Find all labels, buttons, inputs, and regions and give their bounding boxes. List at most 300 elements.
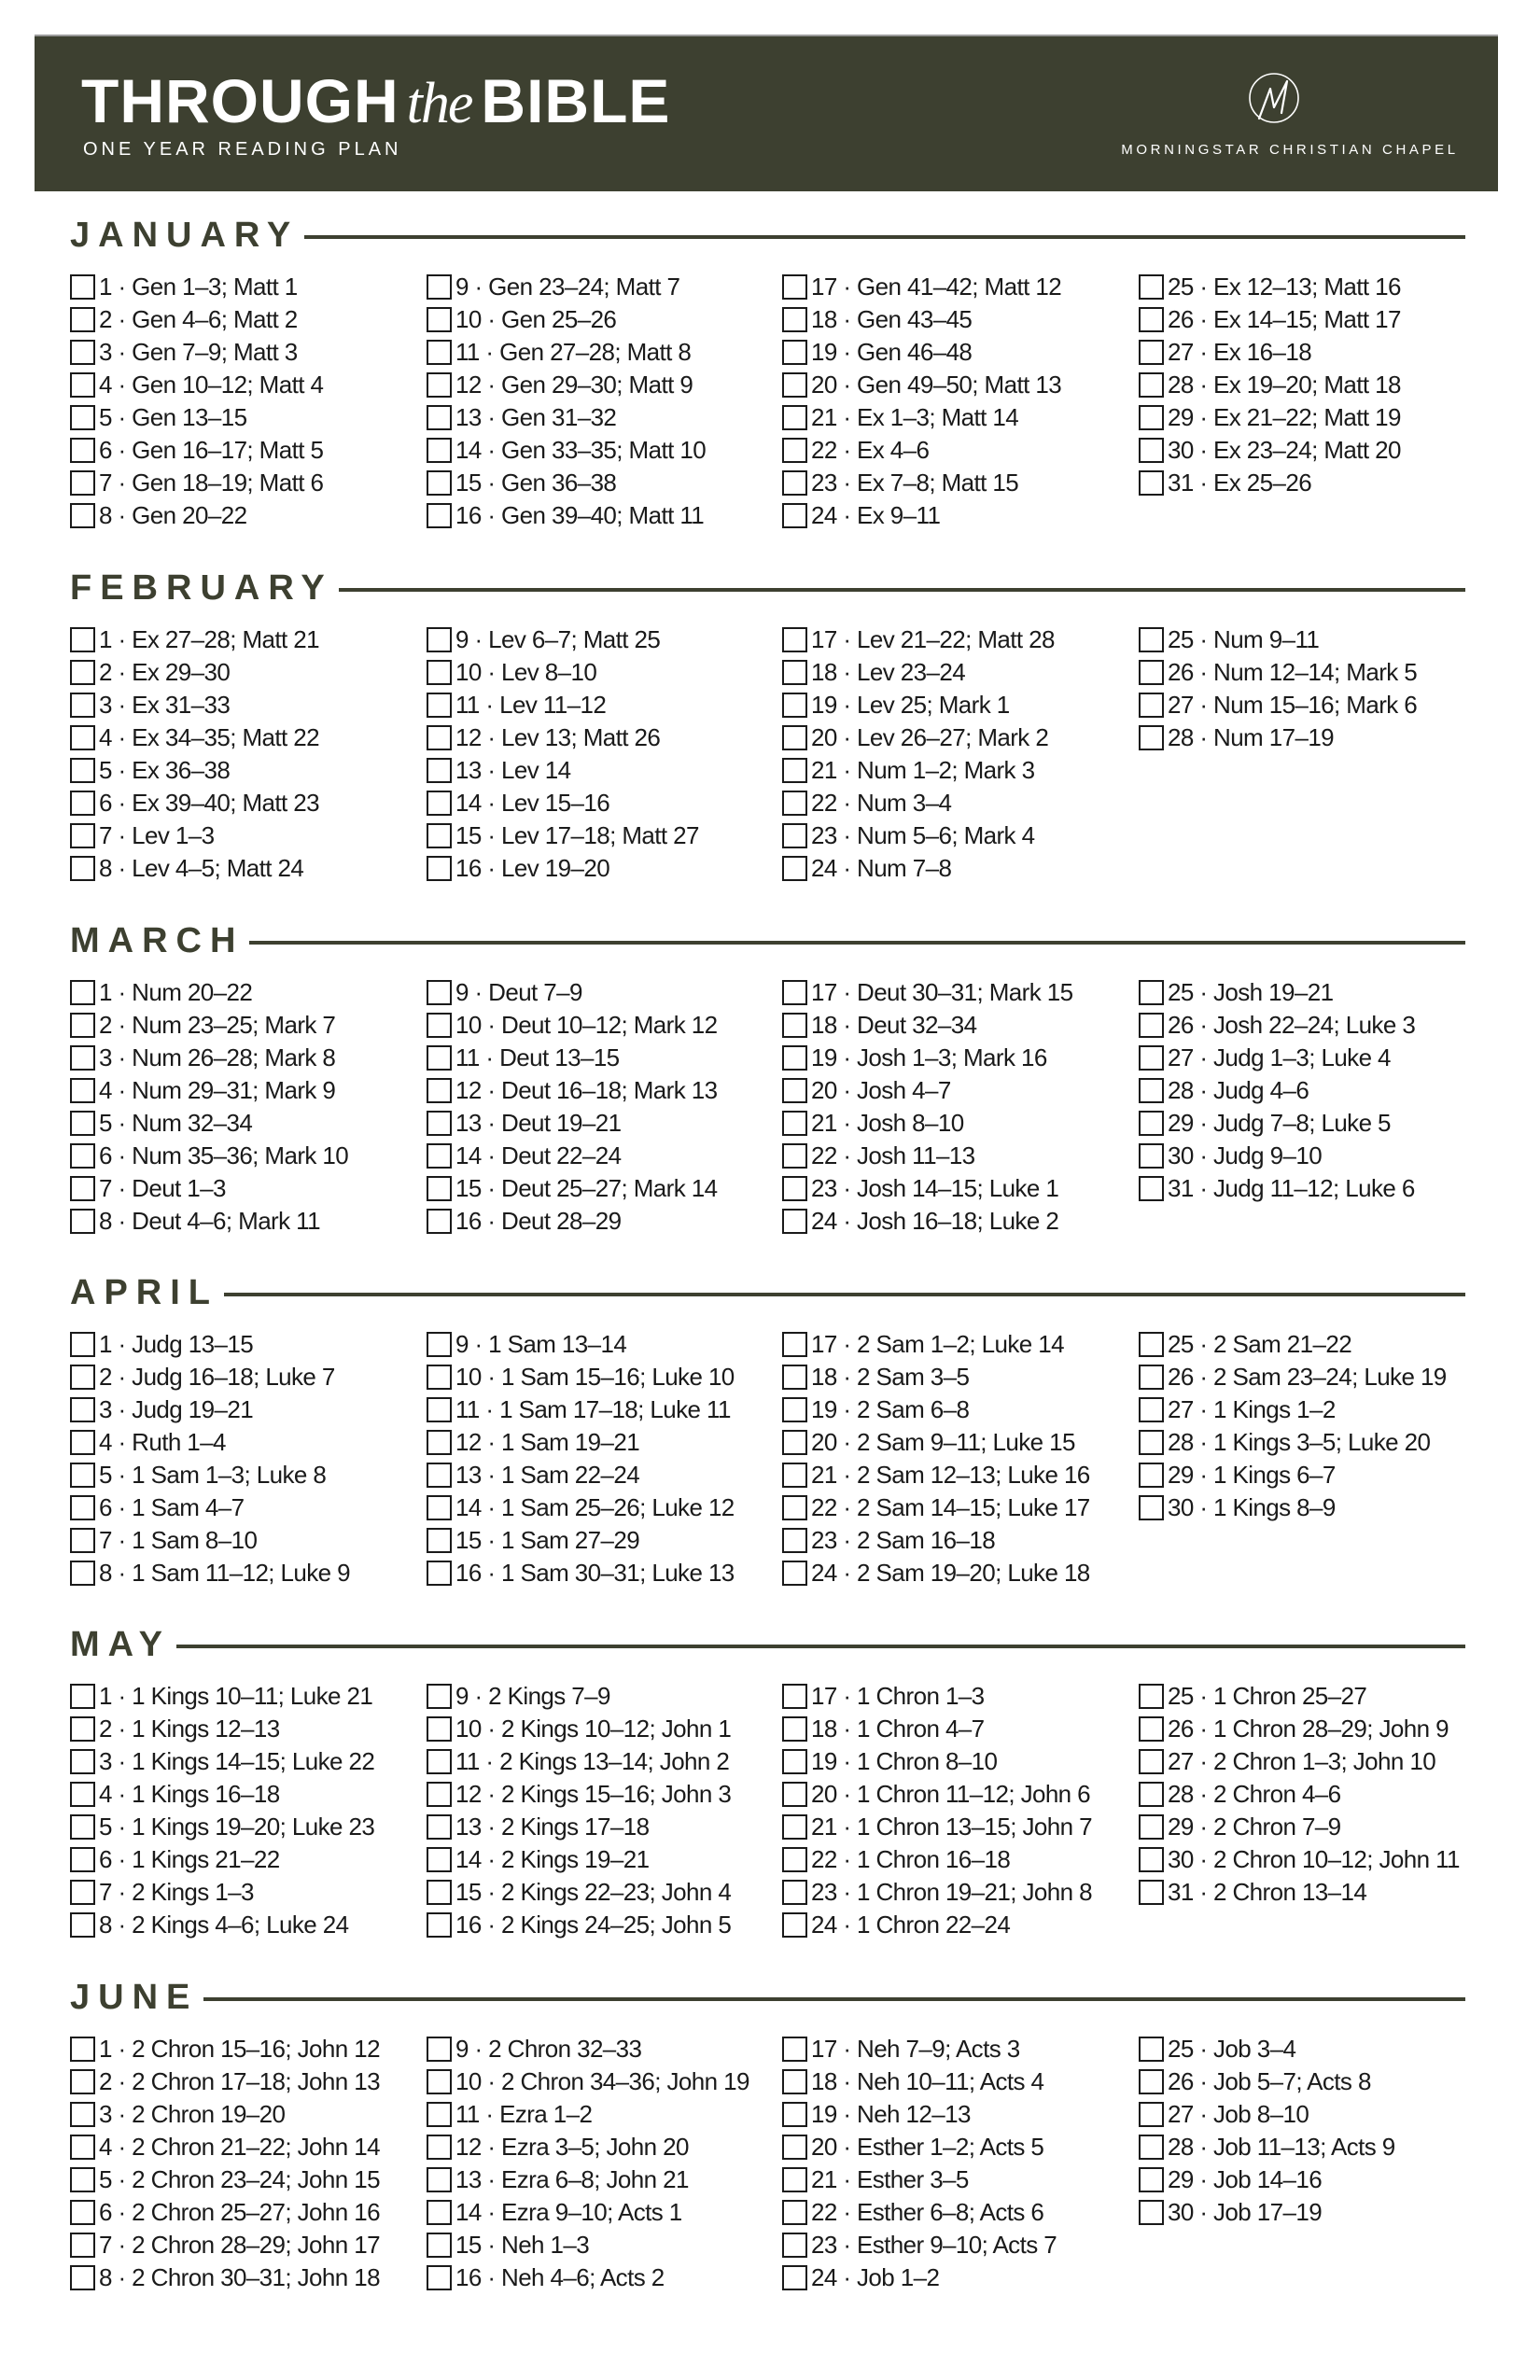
reading-checkbox[interactable] bbox=[1139, 1332, 1164, 1357]
reading-checkbox[interactable] bbox=[427, 791, 452, 816]
reading-item[interactable] bbox=[782, 1140, 1127, 1172]
reading-checkbox[interactable] bbox=[782, 1912, 807, 1938]
reading-checkbox[interactable] bbox=[1139, 660, 1164, 685]
reading-checkbox[interactable] bbox=[782, 1463, 807, 1488]
reading-item[interactable] bbox=[427, 2065, 772, 2098]
reading-item[interactable] bbox=[1139, 2196, 1484, 2229]
reading-item[interactable] bbox=[427, 1328, 772, 1361]
reading-item[interactable] bbox=[427, 467, 772, 499]
reading-item[interactable] bbox=[782, 1491, 1127, 1524]
reading-checkbox[interactable] bbox=[782, 1684, 807, 1709]
reading-item[interactable] bbox=[782, 1876, 1127, 1909]
reading-checkbox[interactable] bbox=[782, 1209, 807, 1234]
reading-checkbox[interactable] bbox=[427, 1782, 452, 1807]
reading-item[interactable] bbox=[70, 2033, 415, 2065]
reading-checkbox[interactable] bbox=[70, 1013, 95, 1038]
reading-checkbox[interactable] bbox=[782, 2069, 807, 2094]
reading-checkbox[interactable] bbox=[782, 1880, 807, 1905]
reading-checkbox[interactable] bbox=[782, 1749, 807, 1774]
reading-checkbox[interactable] bbox=[1139, 1111, 1164, 1136]
reading-item[interactable] bbox=[782, 2196, 1127, 2229]
reading-checkbox[interactable] bbox=[782, 1528, 807, 1553]
reading-checkbox[interactable] bbox=[782, 503, 807, 528]
reading-item[interactable] bbox=[782, 467, 1127, 499]
reading-item[interactable] bbox=[427, 1107, 772, 1140]
reading-checkbox[interactable] bbox=[782, 1078, 807, 1103]
reading-checkbox[interactable] bbox=[70, 1463, 95, 1488]
reading-item[interactable] bbox=[1139, 1713, 1484, 1745]
reading-item[interactable] bbox=[1139, 689, 1484, 721]
reading-item[interactable] bbox=[1139, 369, 1484, 401]
reading-item[interactable] bbox=[70, 1426, 415, 1459]
reading-checkbox[interactable] bbox=[782, 1495, 807, 1520]
reading-item[interactable] bbox=[427, 623, 772, 656]
reading-checkbox[interactable] bbox=[782, 1716, 807, 1742]
reading-checkbox[interactable] bbox=[70, 1397, 95, 1422]
reading-item[interactable] bbox=[1139, 656, 1484, 689]
reading-checkbox[interactable] bbox=[1139, 470, 1164, 496]
reading-item[interactable] bbox=[782, 369, 1127, 401]
reading-checkbox[interactable] bbox=[427, 980, 452, 1005]
reading-item[interactable] bbox=[70, 1328, 415, 1361]
reading-checkbox[interactable] bbox=[70, 1332, 95, 1357]
reading-checkbox[interactable] bbox=[1139, 1684, 1164, 1709]
reading-item[interactable] bbox=[782, 754, 1127, 787]
reading-item[interactable] bbox=[70, 2196, 415, 2229]
reading-item[interactable] bbox=[782, 1680, 1127, 1713]
reading-checkbox[interactable] bbox=[427, 1912, 452, 1938]
reading-checkbox[interactable] bbox=[782, 1814, 807, 1840]
reading-checkbox[interactable] bbox=[70, 1684, 95, 1709]
reading-checkbox[interactable] bbox=[427, 725, 452, 750]
reading-checkbox[interactable] bbox=[70, 2167, 95, 2192]
reading-item[interactable] bbox=[70, 2261, 415, 2294]
reading-item[interactable] bbox=[427, 754, 772, 787]
reading-checkbox[interactable] bbox=[70, 2265, 95, 2290]
reading-item[interactable] bbox=[782, 2098, 1127, 2131]
reading-checkbox[interactable] bbox=[70, 1847, 95, 1872]
reading-checkbox[interactable] bbox=[427, 1143, 452, 1169]
reading-item[interactable] bbox=[427, 2033, 772, 2065]
reading-item[interactable] bbox=[427, 434, 772, 467]
reading-item[interactable] bbox=[1139, 1009, 1484, 1042]
reading-checkbox[interactable] bbox=[427, 1397, 452, 1422]
reading-item[interactable] bbox=[1139, 1361, 1484, 1393]
reading-checkbox[interactable] bbox=[427, 823, 452, 848]
reading-checkbox[interactable] bbox=[70, 405, 95, 430]
reading-checkbox[interactable] bbox=[1139, 438, 1164, 463]
reading-checkbox[interactable] bbox=[70, 1528, 95, 1553]
reading-item[interactable] bbox=[70, 1172, 415, 1205]
reading-checkbox[interactable] bbox=[427, 1013, 452, 1038]
reading-checkbox[interactable] bbox=[782, 823, 807, 848]
reading-checkbox[interactable] bbox=[427, 2069, 452, 2094]
reading-item[interactable] bbox=[782, 1843, 1127, 1876]
reading-checkbox[interactable] bbox=[782, 1332, 807, 1357]
reading-checkbox[interactable] bbox=[70, 1143, 95, 1169]
reading-item[interactable] bbox=[782, 1426, 1127, 1459]
reading-item[interactable] bbox=[70, 721, 415, 754]
reading-checkbox[interactable] bbox=[427, 627, 452, 652]
reading-checkbox[interactable] bbox=[70, 1561, 95, 1586]
reading-checkbox[interactable] bbox=[1139, 2037, 1164, 2062]
reading-checkbox[interactable] bbox=[427, 438, 452, 463]
reading-item[interactable] bbox=[427, 656, 772, 689]
reading-item[interactable] bbox=[70, 2229, 415, 2261]
reading-item[interactable] bbox=[427, 303, 772, 336]
reading-item[interactable] bbox=[782, 2131, 1127, 2163]
reading-item[interactable] bbox=[782, 1713, 1127, 1745]
reading-item[interactable] bbox=[782, 2163, 1127, 2196]
reading-checkbox[interactable] bbox=[1139, 1397, 1164, 1422]
reading-item[interactable] bbox=[782, 1745, 1127, 1778]
reading-checkbox[interactable] bbox=[427, 405, 452, 430]
reading-checkbox[interactable] bbox=[1139, 1847, 1164, 1872]
reading-checkbox[interactable] bbox=[427, 1528, 452, 1553]
reading-checkbox[interactable] bbox=[427, 2135, 452, 2160]
reading-checkbox[interactable] bbox=[1139, 1430, 1164, 1455]
reading-checkbox[interactable] bbox=[782, 2265, 807, 2290]
reading-item[interactable] bbox=[782, 2033, 1127, 2065]
reading-item[interactable] bbox=[427, 499, 772, 532]
reading-checkbox[interactable] bbox=[427, 1332, 452, 1357]
reading-checkbox[interactable] bbox=[70, 1880, 95, 1905]
reading-item[interactable] bbox=[427, 721, 772, 754]
reading-checkbox[interactable] bbox=[427, 758, 452, 783]
reading-item[interactable] bbox=[427, 2131, 772, 2163]
reading-checkbox[interactable] bbox=[427, 693, 452, 718]
reading-checkbox[interactable] bbox=[1139, 1814, 1164, 1840]
reading-checkbox[interactable] bbox=[782, 1013, 807, 1038]
reading-checkbox[interactable] bbox=[782, 2037, 807, 2062]
reading-item[interactable] bbox=[1139, 434, 1484, 467]
reading-item[interactable] bbox=[70, 369, 415, 401]
reading-item[interactable] bbox=[427, 2163, 772, 2196]
reading-item[interactable] bbox=[782, 1778, 1127, 1811]
reading-item[interactable] bbox=[782, 271, 1127, 303]
reading-item[interactable] bbox=[427, 1876, 772, 1909]
reading-item[interactable] bbox=[70, 689, 415, 721]
reading-checkbox[interactable] bbox=[782, 791, 807, 816]
reading-item[interactable] bbox=[427, 1459, 772, 1491]
reading-item[interactable] bbox=[427, 1393, 772, 1426]
reading-checkbox[interactable] bbox=[1139, 1143, 1164, 1169]
reading-checkbox[interactable] bbox=[427, 1847, 452, 1872]
reading-checkbox[interactable] bbox=[427, 2265, 452, 2290]
reading-checkbox[interactable] bbox=[70, 2233, 95, 2258]
reading-checkbox[interactable] bbox=[1139, 1463, 1164, 1488]
reading-item[interactable] bbox=[1139, 1426, 1484, 1459]
reading-item[interactable] bbox=[782, 656, 1127, 689]
reading-item[interactable] bbox=[427, 1172, 772, 1205]
reading-item[interactable] bbox=[782, 1172, 1127, 1205]
reading-item[interactable] bbox=[427, 1745, 772, 1778]
reading-checkbox[interactable] bbox=[427, 1561, 452, 1586]
reading-item[interactable] bbox=[70, 2065, 415, 2098]
reading-item[interactable] bbox=[782, 623, 1127, 656]
reading-item[interactable] bbox=[70, 401, 415, 434]
reading-checkbox[interactable] bbox=[70, 1078, 95, 1103]
reading-item[interactable] bbox=[782, 721, 1127, 754]
reading-item[interactable] bbox=[427, 2229, 772, 2261]
reading-checkbox[interactable] bbox=[1139, 2200, 1164, 2225]
reading-checkbox[interactable] bbox=[782, 1176, 807, 1201]
reading-checkbox[interactable] bbox=[70, 1782, 95, 1807]
reading-checkbox[interactable] bbox=[427, 1880, 452, 1905]
reading-item[interactable] bbox=[427, 1074, 772, 1107]
reading-item[interactable] bbox=[1139, 623, 1484, 656]
reading-checkbox[interactable] bbox=[782, 725, 807, 750]
reading-checkbox[interactable] bbox=[427, 2200, 452, 2225]
reading-item[interactable] bbox=[782, 434, 1127, 467]
reading-item[interactable] bbox=[70, 1205, 415, 1238]
reading-checkbox[interactable] bbox=[427, 1045, 452, 1071]
reading-item[interactable] bbox=[427, 1205, 772, 1238]
reading-checkbox[interactable] bbox=[70, 274, 95, 300]
reading-item[interactable] bbox=[782, 1524, 1127, 1557]
reading-checkbox[interactable] bbox=[70, 627, 95, 652]
reading-item[interactable] bbox=[70, 1074, 415, 1107]
reading-checkbox[interactable] bbox=[782, 1430, 807, 1455]
reading-checkbox[interactable] bbox=[1139, 693, 1164, 718]
reading-item[interactable] bbox=[427, 336, 772, 369]
reading-checkbox[interactable] bbox=[427, 1078, 452, 1103]
reading-checkbox[interactable] bbox=[782, 758, 807, 783]
reading-checkbox[interactable] bbox=[70, 438, 95, 463]
reading-checkbox[interactable] bbox=[1139, 980, 1164, 1005]
reading-item[interactable] bbox=[1139, 1140, 1484, 1172]
reading-item[interactable] bbox=[782, 1459, 1127, 1491]
reading-item[interactable] bbox=[70, 976, 415, 1009]
reading-item[interactable] bbox=[70, 1557, 415, 1589]
reading-checkbox[interactable] bbox=[1139, 405, 1164, 430]
reading-item[interactable] bbox=[782, 499, 1127, 532]
reading-item[interactable] bbox=[1139, 2131, 1484, 2163]
reading-checkbox[interactable] bbox=[70, 1111, 95, 1136]
reading-item[interactable] bbox=[782, 2261, 1127, 2294]
reading-item[interactable] bbox=[1139, 1680, 1484, 1713]
reading-item[interactable] bbox=[70, 2131, 415, 2163]
reading-checkbox[interactable] bbox=[427, 2167, 452, 2192]
reading-checkbox[interactable] bbox=[782, 2102, 807, 2127]
reading-checkbox[interactable] bbox=[1139, 2135, 1164, 2160]
reading-checkbox[interactable] bbox=[782, 1397, 807, 1422]
reading-checkbox[interactable] bbox=[782, 660, 807, 685]
reading-item[interactable] bbox=[70, 2163, 415, 2196]
reading-item[interactable] bbox=[427, 1140, 772, 1172]
reading-item[interactable] bbox=[1139, 401, 1484, 434]
reading-checkbox[interactable] bbox=[782, 1782, 807, 1807]
reading-checkbox[interactable] bbox=[1139, 2167, 1164, 2192]
reading-item[interactable] bbox=[70, 1393, 415, 1426]
reading-checkbox[interactable] bbox=[782, 627, 807, 652]
reading-checkbox[interactable] bbox=[70, 693, 95, 718]
reading-item[interactable] bbox=[427, 1843, 772, 1876]
reading-checkbox[interactable] bbox=[1139, 372, 1164, 398]
reading-item[interactable] bbox=[70, 1745, 415, 1778]
reading-item[interactable] bbox=[427, 271, 772, 303]
reading-item[interactable] bbox=[427, 1778, 772, 1811]
reading-item[interactable] bbox=[70, 656, 415, 689]
reading-checkbox[interactable] bbox=[782, 1143, 807, 1169]
reading-checkbox[interactable] bbox=[70, 758, 95, 783]
reading-checkbox[interactable] bbox=[1139, 1782, 1164, 1807]
reading-checkbox[interactable] bbox=[70, 791, 95, 816]
reading-checkbox[interactable] bbox=[782, 856, 807, 881]
reading-item[interactable] bbox=[70, 2098, 415, 2131]
reading-item[interactable] bbox=[1139, 1843, 1484, 1876]
reading-checkbox[interactable] bbox=[427, 1495, 452, 1520]
reading-checkbox[interactable] bbox=[1139, 627, 1164, 652]
reading-item[interactable] bbox=[427, 401, 772, 434]
reading-item[interactable] bbox=[782, 2065, 1127, 2098]
reading-item[interactable] bbox=[427, 1680, 772, 1713]
reading-item[interactable] bbox=[782, 1811, 1127, 1843]
reading-checkbox[interactable] bbox=[427, 1684, 452, 1709]
reading-item[interactable] bbox=[782, 689, 1127, 721]
reading-checkbox[interactable] bbox=[1139, 1365, 1164, 1390]
reading-checkbox[interactable] bbox=[427, 1716, 452, 1742]
reading-item[interactable] bbox=[782, 1557, 1127, 1589]
reading-checkbox[interactable] bbox=[782, 2233, 807, 2258]
reading-checkbox[interactable] bbox=[70, 1495, 95, 1520]
reading-checkbox[interactable] bbox=[1139, 1749, 1164, 1774]
reading-item[interactable] bbox=[427, 1009, 772, 1042]
reading-item[interactable] bbox=[427, 976, 772, 1009]
reading-item[interactable] bbox=[427, 1524, 772, 1557]
reading-checkbox[interactable] bbox=[70, 2069, 95, 2094]
reading-checkbox[interactable] bbox=[782, 2200, 807, 2225]
reading-item[interactable] bbox=[70, 623, 415, 656]
reading-checkbox[interactable] bbox=[427, 340, 452, 365]
reading-item[interactable] bbox=[427, 787, 772, 819]
reading-item[interactable] bbox=[1139, 1328, 1484, 1361]
reading-item[interactable] bbox=[427, 852, 772, 885]
reading-item[interactable] bbox=[1139, 1042, 1484, 1074]
reading-checkbox[interactable] bbox=[1139, 2069, 1164, 2094]
reading-item[interactable] bbox=[70, 1713, 415, 1745]
reading-item[interactable] bbox=[70, 1876, 415, 1909]
reading-checkbox[interactable] bbox=[782, 2135, 807, 2160]
reading-item[interactable] bbox=[1139, 1107, 1484, 1140]
reading-item[interactable] bbox=[1139, 2163, 1484, 2196]
reading-item[interactable] bbox=[70, 1843, 415, 1876]
reading-checkbox[interactable] bbox=[427, 2037, 452, 2062]
reading-checkbox[interactable] bbox=[70, 372, 95, 398]
reading-checkbox[interactable] bbox=[427, 470, 452, 496]
reading-checkbox[interactable] bbox=[70, 1365, 95, 1390]
reading-checkbox[interactable] bbox=[427, 307, 452, 332]
reading-item[interactable] bbox=[427, 1426, 772, 1459]
reading-item[interactable] bbox=[427, 1811, 772, 1843]
reading-item[interactable] bbox=[782, 1205, 1127, 1238]
reading-item[interactable] bbox=[427, 2196, 772, 2229]
reading-item[interactable] bbox=[70, 1459, 415, 1491]
reading-checkbox[interactable] bbox=[427, 856, 452, 881]
reading-checkbox[interactable] bbox=[427, 1209, 452, 1234]
reading-item[interactable] bbox=[70, 1524, 415, 1557]
reading-checkbox[interactable] bbox=[70, 1716, 95, 1742]
reading-item[interactable] bbox=[70, 819, 415, 852]
reading-item[interactable] bbox=[1139, 467, 1484, 499]
reading-item[interactable] bbox=[1139, 976, 1484, 1009]
reading-item[interactable] bbox=[782, 1361, 1127, 1393]
reading-checkbox[interactable] bbox=[427, 503, 452, 528]
reading-item[interactable] bbox=[782, 1042, 1127, 1074]
reading-checkbox[interactable] bbox=[70, 2135, 95, 2160]
reading-item[interactable] bbox=[782, 819, 1127, 852]
reading-checkbox[interactable] bbox=[70, 823, 95, 848]
reading-checkbox[interactable] bbox=[70, 1749, 95, 1774]
reading-item[interactable] bbox=[70, 754, 415, 787]
reading-item[interactable] bbox=[70, 1811, 415, 1843]
reading-checkbox[interactable] bbox=[427, 1365, 452, 1390]
reading-checkbox[interactable] bbox=[782, 340, 807, 365]
reading-item[interactable] bbox=[1139, 1172, 1484, 1205]
reading-item[interactable] bbox=[70, 303, 415, 336]
reading-item[interactable] bbox=[782, 1107, 1127, 1140]
reading-item[interactable] bbox=[427, 1557, 772, 1589]
reading-checkbox[interactable] bbox=[70, 340, 95, 365]
reading-checkbox[interactable] bbox=[427, 274, 452, 300]
reading-item[interactable] bbox=[782, 336, 1127, 369]
reading-checkbox[interactable] bbox=[70, 503, 95, 528]
reading-checkbox[interactable] bbox=[427, 1749, 452, 1774]
reading-checkbox[interactable] bbox=[1139, 1495, 1164, 1520]
reading-checkbox[interactable] bbox=[427, 1463, 452, 1488]
reading-checkbox[interactable] bbox=[70, 980, 95, 1005]
reading-item[interactable] bbox=[70, 1042, 415, 1074]
reading-checkbox[interactable] bbox=[782, 1045, 807, 1071]
reading-item[interactable] bbox=[1139, 2098, 1484, 2131]
reading-checkbox[interactable] bbox=[427, 1111, 452, 1136]
reading-checkbox[interactable] bbox=[782, 372, 807, 398]
reading-checkbox[interactable] bbox=[427, 1430, 452, 1455]
reading-checkbox[interactable] bbox=[70, 1209, 95, 1234]
reading-item[interactable] bbox=[427, 1042, 772, 1074]
reading-checkbox[interactable] bbox=[782, 307, 807, 332]
reading-checkbox[interactable] bbox=[70, 2102, 95, 2127]
reading-item[interactable] bbox=[70, 787, 415, 819]
reading-item[interactable] bbox=[70, 434, 415, 467]
reading-checkbox[interactable] bbox=[70, 470, 95, 496]
reading-item[interactable] bbox=[782, 1909, 1127, 1941]
reading-item[interactable] bbox=[782, 303, 1127, 336]
reading-item[interactable] bbox=[782, 787, 1127, 819]
reading-item[interactable] bbox=[782, 1393, 1127, 1426]
reading-checkbox[interactable] bbox=[782, 1365, 807, 1390]
reading-item[interactable] bbox=[782, 1328, 1127, 1361]
reading-item[interactable] bbox=[427, 1361, 772, 1393]
reading-item[interactable] bbox=[70, 336, 415, 369]
reading-checkbox[interactable] bbox=[1139, 340, 1164, 365]
reading-checkbox[interactable] bbox=[782, 2167, 807, 2192]
reading-checkbox[interactable] bbox=[782, 1561, 807, 1586]
reading-checkbox[interactable] bbox=[782, 1111, 807, 1136]
reading-item[interactable] bbox=[70, 852, 415, 885]
reading-item[interactable] bbox=[70, 1680, 415, 1713]
reading-checkbox[interactable] bbox=[427, 1176, 452, 1201]
reading-item[interactable] bbox=[70, 1909, 415, 1941]
reading-checkbox[interactable] bbox=[70, 1045, 95, 1071]
reading-item[interactable] bbox=[1139, 303, 1484, 336]
reading-checkbox[interactable] bbox=[1139, 725, 1164, 750]
reading-item[interactable] bbox=[782, 401, 1127, 434]
reading-checkbox[interactable] bbox=[427, 372, 452, 398]
reading-checkbox[interactable] bbox=[1139, 307, 1164, 332]
reading-checkbox[interactable] bbox=[70, 1176, 95, 1201]
reading-checkbox[interactable] bbox=[782, 405, 807, 430]
